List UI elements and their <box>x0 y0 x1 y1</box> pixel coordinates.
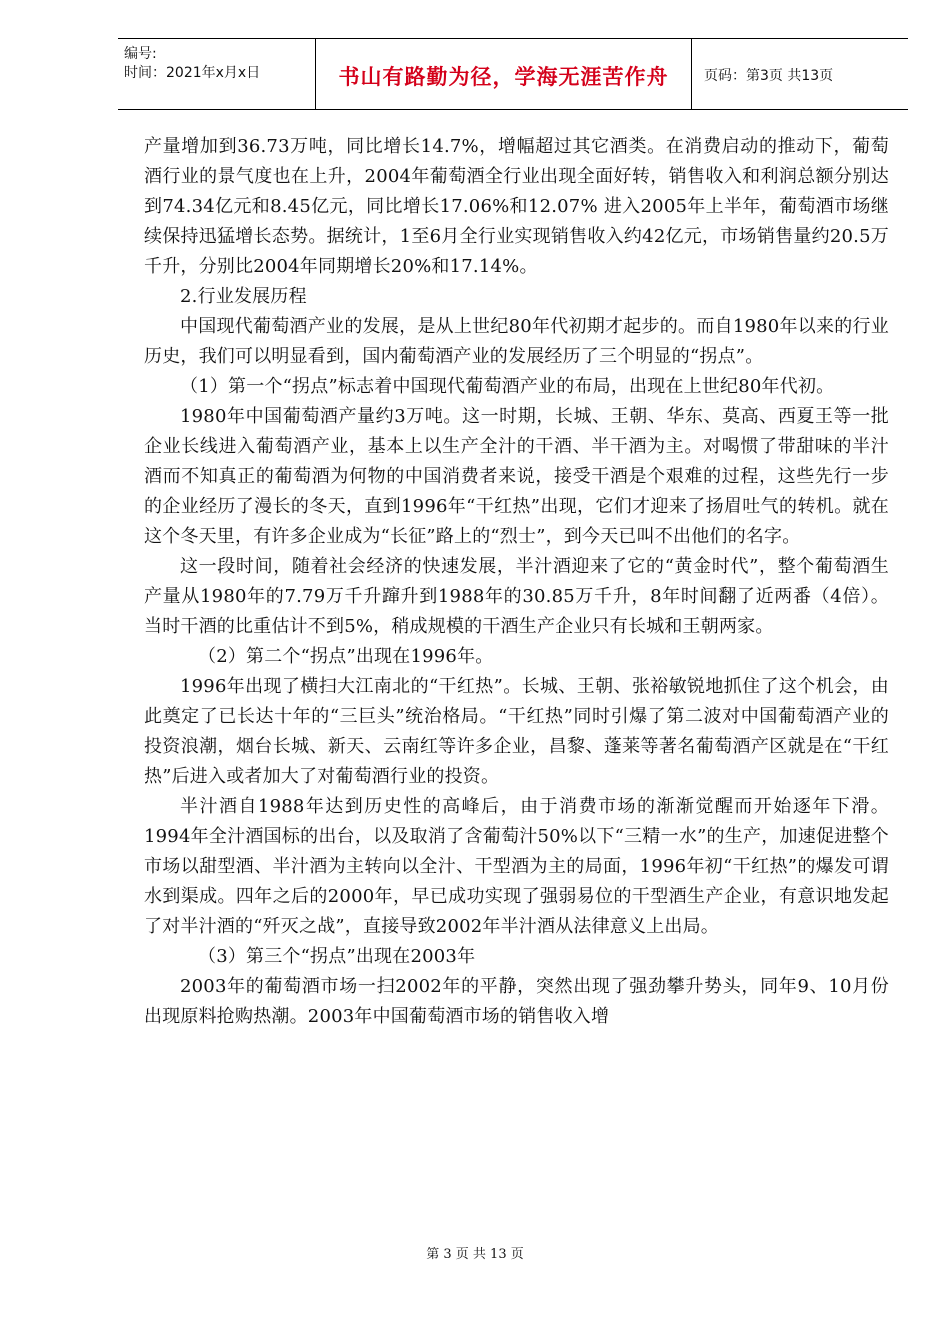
paragraph: 1996年出现了横扫大江南北的“干红热”。长城、王朝、张裕敏锐地抓住了这个机会，由此奠定了已长达十年的“三巨头”统治格局。“干红热”同时引爆了第二波对中国葡萄酒产业的投资浪潮，烟台长城、新天、云南红等许多企业，昌黎、蓬莱等著名葡萄酒产区就是在“干红热”后进入或者加大了对葡萄酒行业的投资。 <box>144 676 889 787</box>
paragraph-continued: 产量增加到36.73万吨，同比增长14.7%，增幅超过其它酒类。在消费启动的推动下，葡萄酒行业的景气度也在上升，2004年葡萄酒全行业出现全面好转，销售收入和利润总额分别达到74.34亿元和8.45亿元，同比增长17.06%和12.07% 进入2005年上半年，葡萄酒市场继续保持迅猛增长态势。据统计，1至6月全行业实现销售收入约42亿元，市场销售量约20.5万千升，分别比2004年同期增长20%和17.14%。 <box>144 136 889 277</box>
document-number-label: 编号: <box>124 46 157 62</box>
header-motto: 书山有路勤为径，学海无涯苦作舟 <box>338 65 669 89</box>
subsection-heading: （2）第二个“拐点”出现在1996年。 <box>198 646 494 667</box>
header-meta-cell <box>118 39 316 109</box>
document-time-label: 时间：2021年x月x日 <box>124 65 261 81</box>
page-header <box>118 38 908 110</box>
header-page-label: 页码：第3页 共13页 <box>704 68 834 84</box>
paragraph: 1980年中国葡萄酒产量约3万吨。这一时期，长城、王朝、华东、莫高、西夏王等一批企业长线进入葡萄酒产业，基本上以生产全汁的干酒、半干酒为主。对喝惯了带甜味的半汁酒而不知真正的葡萄酒为何物的中国消费者来说，接受干酒是个艰难的过程，这些先行一步的企业经历了漫长的冬天，直到1996年“干红热”出现，它们才迎来了扬眉吐气的转机。就在这个冬天里，有许多企业成为“长征”路上的“烈士”，到今天已叫不出他们的名字。 <box>144 406 889 547</box>
document-body <box>144 132 889 1032</box>
page-footer: 第 3 页 共 13 页 <box>426 1247 524 1262</box>
section-heading: 2.行业发展历程 <box>180 286 307 307</box>
paragraph: 半汁酒自1988年达到历史性的高峰后，由于消费市场的渐渐觉醒而开始逐年下滑。1994年全汁酒国标的出台，以及取消了含葡萄汁50%以下“三精一水”的生产，加速促进整个市场以甜型酒、半汁酒为主转向以全汁、干型酒为主的局面，1996年初“干红热”的爆发可谓水到渠成。四年之后的2000年，早已成功实现了强弱易位的干型酒生产企业，有意识地发起了对半汁酒的“歼灭之战”，直接导致2002年半汁酒从法律意义上出局。 <box>144 796 889 937</box>
subsection-heading: （1）第一个“拐点”标志着中国现代葡萄酒产业的布局，出现在上世纪80年代初。 <box>180 376 835 397</box>
header-motto-cell <box>316 39 692 109</box>
subsection-heading: （3）第三个“拐点”出现在2003年 <box>198 946 476 967</box>
paragraph: 中国现代葡萄酒产业的发展，是从上世纪80年代初期才起步的。而自1980年以来的行业历史，我们可以明显看到，国内葡萄酒产业的发展经历了三个明显的“拐点”。 <box>144 316 889 367</box>
paragraph: 这一段时间，随着社会经济的快速发展，半汁酒迎来了它的“黄金时代”，整个葡萄酒生产量从1980年的7.79万千升蹿升到1988年的30.85万千升，8年时间翻了近两番（4倍）。当时干酒的比重估计不到5%，稍成规模的干酒生产企业只有长城和王朝两家。 <box>144 556 889 637</box>
paragraph: 2003年的葡萄酒市场一扫2002年的平静，突然出现了强劲攀升势头，同年9、10月份出现原料抢购热潮。2003年中国葡萄酒市场的销售收入增 <box>144 976 889 1027</box>
header-page-cell <box>692 39 908 109</box>
